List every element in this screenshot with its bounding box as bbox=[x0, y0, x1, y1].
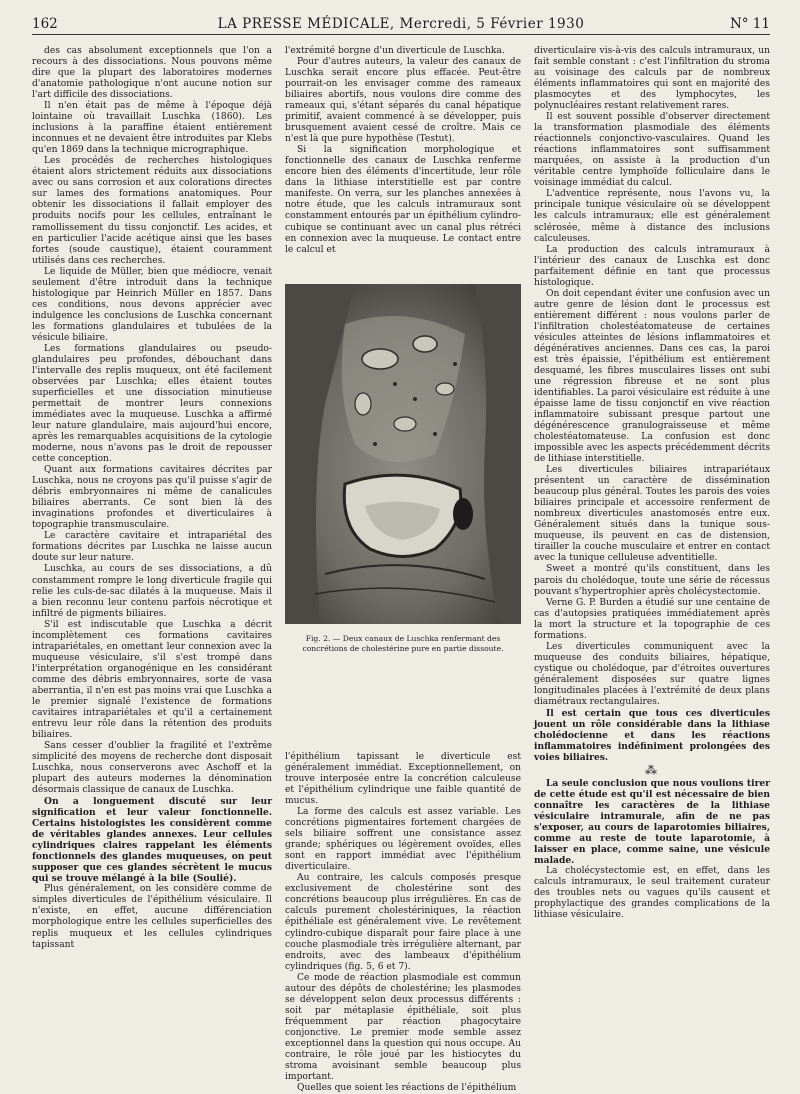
paragraph: l'extrémité borgne d'un diverticule de Luschka. bbox=[285, 46, 505, 56]
paragraph: Au contraire, les calculs composés presque exclusivement de cholestérine sont des concrétions beaucoup plus irrégulières. En cas de calculs purement cholestériniques, la réaction épithéliale est généralement vive. Le revêtement cylindro-cubique disparaît pour faire place à une couche plasmodiale très irrégulière alternant, par endroits, avec des lambeaux d'épithélium cylindriques (fig. 5, 6 et 7). bbox=[285, 873, 521, 972]
figure-caption: Fig. 2. — Deux canaux de Luschka renfermant des concrétions de cholestérine pure en partie dissoute. bbox=[302, 634, 504, 653]
paragraph: diverticulaire vis-à-vis des calculs intramuraux, un fait semble constant : c'est l'infiltration du stroma au voisinage des calculs par de nombreux éléments inflammatoires qui sont en majorité des plasmocytes et des lymphocytes, les polynucléaires restant relativement rares. bbox=[534, 46, 770, 112]
column-1 bbox=[32, 46, 272, 1066]
paragraph: La production des calculs intramuraux à l'intérieur des canaux de Luschka est donc parfaitement définie en tant que processus histologique. bbox=[534, 244, 770, 288]
paragraph: La seule conclusion que nous voulions tirer de cette étude est qu'il est nécessaire de bien connaître les caractères de la lithiase vésiculaire intramurale, afin de ne pas s'exposer, au cours de laparotomies biliaires, comme au reste de toute laparotomie, à laisser en place, comme saine, une vésicule malade. bbox=[534, 778, 770, 867]
paragraph: Les procédés de recherches histologiques étaient alors strictement réduits aux dissociations avec ou sans corrosion et aux colorations directes sur lames des formations anatomiques. Pour obtenir les dissociations il fallait employer des produits nocifs pour les cellules, entraînant le ramollissement du tissu conjonctif. Les acides, et en particulier l'acide acétique ainsi que les bases fortes (soude caustique), étaient couramment utilisés dans ces recherches. bbox=[32, 156, 272, 266]
column-2-top bbox=[285, 46, 521, 276]
page-header bbox=[32, 14, 770, 35]
paragraph: Il est souvent possible d'observer directement la transformation plasmodiale des éléments réactionnels conjonctivo-vasculaires. Quand les réactions inflammatoires sont suffisamment marquées, on assiste à la production d'un véritable centre lymphoïde folliculaire dans le voisinage immédiat du calcul. bbox=[534, 112, 770, 189]
paragraph: Le caractère cavitaire et intrapariétal des formations décrites par Luschka ne laisse aucun doute sur leur nature. bbox=[32, 531, 272, 564]
paragraph: Quant aux formations cavitaires décrites par Luschka, nous ne croyons pas qu'il puisse s'agir de débris embryonnaires ni même de canalicules biliaires aberrants. Ce sont bien là des invaginations profondes et diverticulaires à topographie transmusculaire. bbox=[32, 465, 272, 531]
paragraph: Luschka, au cours de ses dissociations, a dû constamment rompre le long diverticule fragile qui relie les culs-de-sac dilatés à la muqueuse. Mais il a bien reconnu leur contenu parfois nécrotique et infiltré de pigments biliaires. bbox=[32, 564, 272, 619]
paragraph: Les formations glandulaires ou pseudo-glandulaires peu profondes, débouchant dans l'intervalle des replis muqueux, ont été facilement observées par Luschka; elles étaient toutes superficielles et une dissociation minutieuse permettait de montrer leurs connexions immédiates avec la muqueuse. Luschka a affirmé leur nature glandulaire, mais aujourd'hui encore, après les remarquables acquisitions de la cytologie moderne, nous n'avons pas le droit de repousser cette conception. bbox=[32, 343, 272, 465]
section-separator: ⁂ bbox=[645, 763, 659, 778]
paragraph: Il est certain que tous ces diverticules jouent un rôle considérable dans la lithiase cholédocienne et dans les réactions inflammatoires indéfiniment prolongées des voies biliaires. bbox=[534, 707, 770, 763]
paragraph: Sans cesser d'oublier la fragilité et l'extrême simplicité des moyens de recherche dont disposait Luschka, nous conserverons avec Aschoff et la plupart des auteurs modernes la dénomination désormais classique de canaux de Luschka. bbox=[32, 740, 272, 796]
micrograph-figure bbox=[285, 284, 521, 624]
paragraph: Sweet a montré qu'ils constituent, dans les parois du cholédoque, toute une série de récessus pouvant s'hypertrophier après cholécystectomie. bbox=[534, 564, 770, 597]
paragraph: Pour d'autres auteurs, la valeur des canaux de Luschka serait encore plus effacée. Peut-être pourrait-on les envisager comme des rameaux biliaires abortifs, nous voulons dire comme des rameaux qui, s'étant séparés du canal hépatique primitif, avaient commencé à se développer, puis brusquement avaient cessé de croître. Mais ce n'est là que pure hypothèse (Testut). bbox=[285, 57, 521, 145]
paragraph: On a longuement discuté sur leur signification et leur valeur fonctionnelle. Certains histologistes les considèrent comme de véritables glandes annexes. Leur cellules cylindriques claires rappelant les éléments fonctionnels des glandes muqueuses, on peut supposer que ces glandes sécrètent le mucus qui se trouve mélangé à la bile (Soulié). bbox=[32, 796, 272, 885]
issue-number: N° 11 bbox=[729, 16, 770, 32]
journal-title: LA PRESSE MÉDICALE, Mercredi, 5 Février 1930 bbox=[217, 16, 585, 32]
paragraph: Les diverticules biliaires intrapariétaux présentent un caractère de dissémination beaucoup plus général. Toutes les parois des voies biliaires principale et accessoire renferment de nombreux diverticules anastomosés entre eux. Généralement situés dans la tunique sous-muqueuse, ils peuvent en cas de distension, tirailler la couche musculaire et entrer en contact avec la tunique celluleuse adventitielle. bbox=[534, 465, 770, 564]
paragraph: Les diverticules communiquent avec la muqueuse des conduits biliaires, hépatique, cystique ou cholédoque, par d'étroites ouvertures généralement disposées sur quatre lignes longitudinales placées à l'extrémité de deux plans diamétraux rectangulaires. bbox=[534, 641, 770, 707]
column-2-bottom bbox=[285, 752, 521, 1093]
paragraph: La forme des calculs est assez variable. Les concrétions pigmentaires fortement chargées de sels biliaire soffrent une consistance assez grande; sphériques ou légèrement ovoïdes, elles sont en rapport immédiat avec l'épithélium diverticulaire. bbox=[285, 807, 521, 873]
paragraph: On doit cependant éviter une confusion avec un autre genre de lésion dont le processus est entièrement différent : nous voulons parler de l'infiltration cholestéatomateuse de certaines vésicules atteintes de lésions inflammatoires et dégénératives anciennes. Dans ces cas, la paroi est très épaissie, l'épithélium est entièrement desquamé, les fibres musculaires lisses ont subi une régression fibreuse et ne sont plus identifiables. La paroi vésiculaire est réduite à une épaisse lame de tissu conjonctif en vive réaction inflammatoire subissant presque partout une dégénérescence granulograisseuse et même cholestéatomateuse. La confusion est donc impossible avec les aspects précédemment décrits de lithiase interstitielle. bbox=[534, 288, 770, 465]
paragraph: L'adventice représente, nous l'avons vu, la principale tunique vésiculaire où se développent les calculs intramuraux; elle est généralement sclérosée, même à distance des inclusions calculeuses. bbox=[534, 189, 770, 244]
paragraph: Verne G. P. Burden a étudié sur une centaine de cas d'autopsies pratiquées immédiatement après la mort la structure et la topographie de ces formations. bbox=[534, 597, 770, 641]
page-number: 162 bbox=[32, 16, 58, 32]
paragraph: La cholécystectomie est, en effet, dans les calculs intramuraux, le seul traitement curateur des troubles nets ou vagues qu'ils causent et prophylactique des grandes complications de la lithiase vésiculaire. bbox=[534, 866, 770, 921]
column-3 bbox=[534, 46, 770, 1066]
paragraph: Ce mode de réaction plasmodiale est commun autour des dépôts de cholestérine; les plasmodes se développent selon deux processus différents : soit par métaplasie épithéliale, soit plus fréquemment par réaction phagocytaire conjonctive. Le premier mode semble assez exceptionnel dans la question qui nous occupe. Au contraire, le rôle joué par les histiocytes du stroma avoisinant semble beaucoup plus important. bbox=[285, 972, 521, 1082]
paragraph: Plus généralement, on les considère comme de simples diverticules de l'épithélium vésiculaire. Il n'existe, en effet, aucune différenciation morphologique entre les cellules superficielles des replis muqueux et les cellules cylindriques tapissant bbox=[32, 884, 272, 950]
paragraph: l'épithélium tapissant le diverticule est généralement immédiat. Exceptionnellement, on trouve interposée entre la concrétion calculeuse et l'épithélium cylindrique une faible quantité de mucus. bbox=[285, 752, 521, 807]
paragraph: Le liquide de Müller, bien que médiocre, venait seulement d'être introduit dans la technique histologique par Heinrich Müller en 1857. Dans ces conditions, nous devons apprécier avec indulgence les conclusions de Luschka concernant les formations glandulaires et tubulées de la vésicule biliaire. bbox=[32, 266, 272, 343]
paragraph: Si la signification morphologique et fonctionnelle des canaux de Luschka renferme encore bien des éléments d'incertitude, leur rôle dans la lithiase interstitielle est par contre manifeste. On verra, sur les planches annexées à notre étude, que les calculs intramuraux sont constamment entourés par un épithélium cylindro-cubique se continuant avec un canal plus rétréci en connexion avec la muqueuse. Le contact entre le calcul et bbox=[285, 145, 521, 255]
paragraph: des cas absolument exceptionnels que l'on a recours à des dissociations. Nous pouvons même dire que la plupart des laboratoires modernes d'anatomie pathologique n'ont aucune notion sur l'art difficile des dissociations. bbox=[32, 46, 272, 101]
paragraph: S'il est indiscutable que Luschka a décrit incomplètement ces formations cavitaires intrapariétales, en omettant leur connexion avec la muqueuse vésiculaire, s'il s'est trompé dans l'interprétation organogénique en les considérant comme des débris embryonnaires, sorte de vasa aberrantia, il n'en est pas moins vrai que Luschka a le premier signalé l'existence de formations cavitaires intrapariétales et qu'il a certainement entrevu leur rôle dans la rétention des produits biliaires. bbox=[32, 619, 272, 740]
paragraph: Quelles que soient les réactions de l'épithélium bbox=[297, 1082, 517, 1093]
micrograph-image bbox=[285, 284, 521, 624]
paragraph: Il n'en était pas de même à l'époque déjà lointaine où travaillait Luschka (1860). Les inclusions à la paraffine étaient entièrement inconnues et ne devaient être introduites par Klebs qu'en 1869 dans la technique micrographique. bbox=[32, 101, 272, 156]
